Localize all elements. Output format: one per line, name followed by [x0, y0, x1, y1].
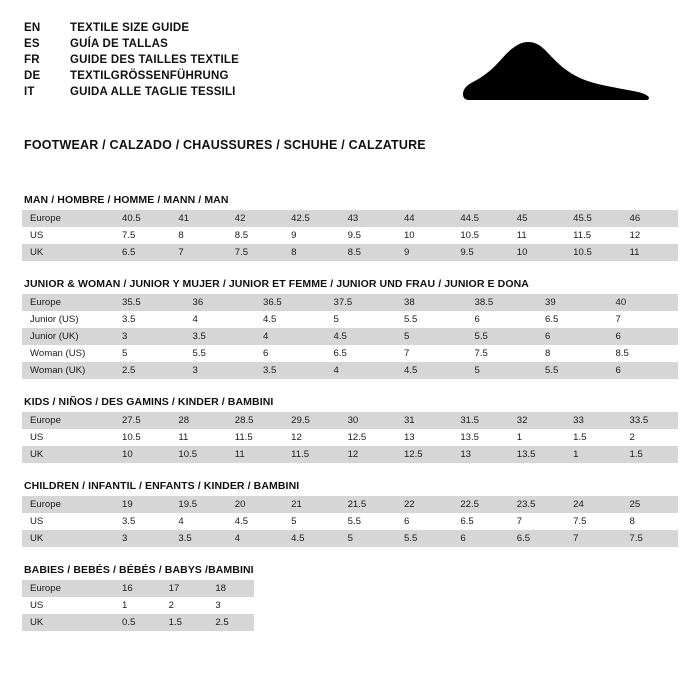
- cell: 5: [467, 362, 538, 379]
- cell: 33: [565, 412, 621, 429]
- cell: 9.5: [340, 227, 396, 244]
- cell: 1: [509, 429, 565, 446]
- cell: 12: [340, 446, 396, 463]
- cell: 11.5: [283, 446, 339, 463]
- language-title-list: [22, 22, 239, 98]
- table-row: [22, 328, 678, 345]
- cell: 2: [622, 429, 678, 446]
- cell: 11: [622, 244, 678, 261]
- cell: 8.5: [340, 244, 396, 261]
- size-table: [22, 294, 678, 379]
- section-kids: [22, 396, 678, 463]
- cell: 5: [114, 345, 185, 362]
- row-label: Woman (US): [22, 345, 114, 362]
- cell: 3: [114, 530, 170, 547]
- cell: 7.5: [565, 513, 621, 530]
- cell: 38.5: [467, 294, 538, 311]
- cell: 13.5: [509, 446, 565, 463]
- cell: 45.5: [565, 210, 621, 227]
- cell: 25: [622, 496, 678, 513]
- row-label: Europe: [22, 580, 114, 597]
- section-title: JUNIOR & WOMAN / JUNIOR Y MUJER / JUNIOR ET FEMME / JUNIOR UND FRAU / JUNIOR E DONA: [24, 278, 529, 290]
- cell: 1.5: [565, 429, 621, 446]
- cell: 5.5: [185, 345, 256, 362]
- cell: 40.5: [114, 210, 170, 227]
- cell: 24: [565, 496, 621, 513]
- cell: 4.5: [396, 362, 467, 379]
- cell: 36.5: [255, 294, 326, 311]
- section-title: BABIES / BEBÉS / BÉBÉS / BABYS /BAMBINI: [24, 564, 254, 576]
- language-title: TEXTILE SIZE GUIDE: [70, 22, 190, 34]
- table-row: [22, 210, 678, 227]
- table-row: [22, 614, 254, 631]
- cell: 42.5: [283, 210, 339, 227]
- cell: 7: [509, 513, 565, 530]
- cell: 10: [396, 227, 452, 244]
- cell: 10.5: [565, 244, 621, 261]
- table-row: [22, 429, 678, 446]
- cell: 33.5: [622, 412, 678, 429]
- cell: 10.5: [452, 227, 508, 244]
- cell: 7: [170, 244, 226, 261]
- section-junior-woman: [22, 278, 678, 379]
- cell: 5: [283, 513, 339, 530]
- cell: 46: [622, 210, 678, 227]
- cell: 41: [170, 210, 226, 227]
- cell: 9.5: [452, 244, 508, 261]
- cell: 43: [340, 210, 396, 227]
- page-header: [22, 22, 678, 124]
- language-row: [24, 38, 239, 50]
- cell: 6: [608, 328, 679, 345]
- row-label: US: [22, 513, 114, 530]
- cell: 6: [452, 530, 508, 547]
- row-label: UK: [22, 244, 114, 261]
- cell: 4: [227, 530, 283, 547]
- cell: 6.5: [537, 311, 608, 328]
- row-label: Europe: [22, 412, 114, 429]
- size-table: [22, 412, 678, 463]
- cell: 7.5: [622, 530, 678, 547]
- cell: 3: [185, 362, 256, 379]
- cell: 5: [396, 328, 467, 345]
- cell: 4: [255, 328, 326, 345]
- section-babies: [22, 564, 678, 631]
- cell: 12: [283, 429, 339, 446]
- cell: 4: [170, 513, 226, 530]
- cell: 19: [114, 496, 170, 513]
- cell: 3.5: [114, 513, 170, 530]
- table-row: [22, 362, 678, 379]
- cell: 7.5: [467, 345, 538, 362]
- cell: 27.5: [114, 412, 170, 429]
- cell: 13: [452, 446, 508, 463]
- cell: 4.5: [326, 328, 397, 345]
- cell: 7.5: [227, 244, 283, 261]
- cell: 16: [114, 580, 161, 597]
- table-row: [22, 513, 678, 530]
- cell: 9: [396, 244, 452, 261]
- cell: 22: [396, 496, 452, 513]
- row-label: Junior (US): [22, 311, 114, 328]
- cell: 5.5: [340, 513, 396, 530]
- row-label: Europe: [22, 210, 114, 227]
- table-row: [22, 597, 254, 614]
- cell: 5: [340, 530, 396, 547]
- cell: 21: [283, 496, 339, 513]
- cell: 3: [114, 328, 185, 345]
- cell: 18: [207, 580, 254, 597]
- cell: 1: [114, 597, 161, 614]
- cell: 1: [565, 446, 621, 463]
- cell: 10: [509, 244, 565, 261]
- cell: 5.5: [537, 362, 608, 379]
- cell: 8: [170, 227, 226, 244]
- cell: 8: [283, 244, 339, 261]
- cell: 2.5: [207, 614, 254, 631]
- cell: 20: [227, 496, 283, 513]
- cell: 3.5: [170, 530, 226, 547]
- cell: 40: [608, 294, 679, 311]
- cell: 9: [283, 227, 339, 244]
- cell: 5.5: [396, 311, 467, 328]
- cell: 5: [326, 311, 397, 328]
- cell: 4: [326, 362, 397, 379]
- language-title: GUIDA ALLE TAGLIE TESSILI: [70, 86, 236, 98]
- language-row: [24, 54, 239, 66]
- language-code: EN: [24, 22, 41, 34]
- cell: 37.5: [326, 294, 397, 311]
- table-row: [22, 446, 678, 463]
- cell: 39: [537, 294, 608, 311]
- cell: 10.5: [114, 429, 170, 446]
- dress-shoe-icon: [450, 28, 660, 124]
- section-title: CHILDREN / INFANTIL / ENFANTS / KINDER / BAMBINI: [24, 480, 300, 492]
- cell: 8.5: [227, 227, 283, 244]
- cell: 7: [608, 311, 679, 328]
- cell: 5.5: [396, 530, 452, 547]
- row-label: Junior (UK): [22, 328, 114, 345]
- table-row: [22, 345, 678, 362]
- cell: 13.5: [452, 429, 508, 446]
- cell: 2: [161, 597, 208, 614]
- size-table: [22, 580, 254, 631]
- language-code: ES: [24, 38, 40, 50]
- row-label: US: [22, 429, 114, 446]
- cell: 5.5: [467, 328, 538, 345]
- category-title: FOOTWEAR / CALZADO / CHAUSSURES / SCHUHE / CALZATURE: [24, 138, 426, 152]
- cell: 7: [565, 530, 621, 547]
- cell: 45: [509, 210, 565, 227]
- cell: 11: [227, 446, 283, 463]
- cell: 32: [509, 412, 565, 429]
- cell: 22.5: [452, 496, 508, 513]
- row-label: UK: [22, 530, 114, 547]
- language-code: FR: [24, 54, 40, 66]
- cell: 6: [537, 328, 608, 345]
- cell: 44: [396, 210, 452, 227]
- cell: 6: [396, 513, 452, 530]
- cell: 44.5: [452, 210, 508, 227]
- language-row: [24, 86, 239, 98]
- language-title: GUÍA DE TALLAS: [70, 38, 168, 50]
- language-code: DE: [24, 70, 41, 82]
- cell: 35.5: [114, 294, 185, 311]
- cell: 1.5: [622, 446, 678, 463]
- row-label: UK: [22, 614, 114, 631]
- table-row: [22, 530, 678, 547]
- cell: 6: [255, 345, 326, 362]
- row-label: UK: [22, 446, 114, 463]
- cell: 28: [170, 412, 226, 429]
- language-row: [24, 22, 239, 34]
- cell: 30: [340, 412, 396, 429]
- cell: 6.5: [326, 345, 397, 362]
- cell: 42: [227, 210, 283, 227]
- cell: 2.5: [114, 362, 185, 379]
- row-label: US: [22, 597, 114, 614]
- cell: 4: [185, 311, 256, 328]
- cell: 6.5: [452, 513, 508, 530]
- cell: 11.5: [565, 227, 621, 244]
- cell: 7.5: [114, 227, 170, 244]
- cell: 8.5: [608, 345, 679, 362]
- cell: 11.5: [227, 429, 283, 446]
- row-label: Woman (UK): [22, 362, 114, 379]
- section-children: [22, 480, 678, 547]
- row-label: Europe: [22, 294, 114, 311]
- cell: 21.5: [340, 496, 396, 513]
- cell: 31.5: [452, 412, 508, 429]
- cell: 36: [185, 294, 256, 311]
- table-row: [22, 294, 678, 311]
- cell: 3.5: [185, 328, 256, 345]
- row-label: Europe: [22, 496, 114, 513]
- cell: 6: [467, 311, 538, 328]
- cell: 6: [608, 362, 679, 379]
- table-row: [22, 496, 678, 513]
- cell: 8: [537, 345, 608, 362]
- cell: 1.5: [161, 614, 208, 631]
- section-man: [22, 194, 678, 261]
- cell: 3.5: [114, 311, 185, 328]
- cell: 31: [396, 412, 452, 429]
- cell: 8: [622, 513, 678, 530]
- cell: 28.5: [227, 412, 283, 429]
- cell: 10: [114, 446, 170, 463]
- table-row: [22, 412, 678, 429]
- table-row: [22, 580, 254, 597]
- cell: 4.5: [255, 311, 326, 328]
- size-table: [22, 210, 678, 261]
- row-label: US: [22, 227, 114, 244]
- cell: 6.5: [114, 244, 170, 261]
- cell: 4.5: [227, 513, 283, 530]
- cell: 12: [622, 227, 678, 244]
- cell: 17: [161, 580, 208, 597]
- cell: 11: [170, 429, 226, 446]
- cell: 3: [207, 597, 254, 614]
- section-title: MAN / HOMBRE / HOMME / MANN / MAN: [24, 194, 229, 206]
- language-title: GUIDE DES TAILLES TEXTILE: [70, 54, 239, 66]
- size-tables: [22, 194, 678, 631]
- cell: 13: [396, 429, 452, 446]
- section-title: KIDS / NIÑOS / DES GAMINS / KINDER / BAMBINI: [24, 396, 274, 408]
- cell: 12.5: [396, 446, 452, 463]
- cell: 6.5: [509, 530, 565, 547]
- table-row: [22, 311, 678, 328]
- language-title: TEXTILGRÖSSENFÜHRUNG: [70, 70, 229, 82]
- cell: 7: [396, 345, 467, 362]
- language-row: [24, 70, 239, 82]
- cell: 10.5: [170, 446, 226, 463]
- table-row: [22, 227, 678, 244]
- cell: 11: [509, 227, 565, 244]
- cell: 0.5: [114, 614, 161, 631]
- cell: 4.5: [283, 530, 339, 547]
- cell: 19.5: [170, 496, 226, 513]
- cell: 23.5: [509, 496, 565, 513]
- table-row: [22, 244, 678, 261]
- cell: 29.5: [283, 412, 339, 429]
- cell: 12.5: [340, 429, 396, 446]
- language-code: IT: [24, 86, 35, 98]
- cell: 38: [396, 294, 467, 311]
- size-table: [22, 496, 678, 547]
- cell: 3.5: [255, 362, 326, 379]
